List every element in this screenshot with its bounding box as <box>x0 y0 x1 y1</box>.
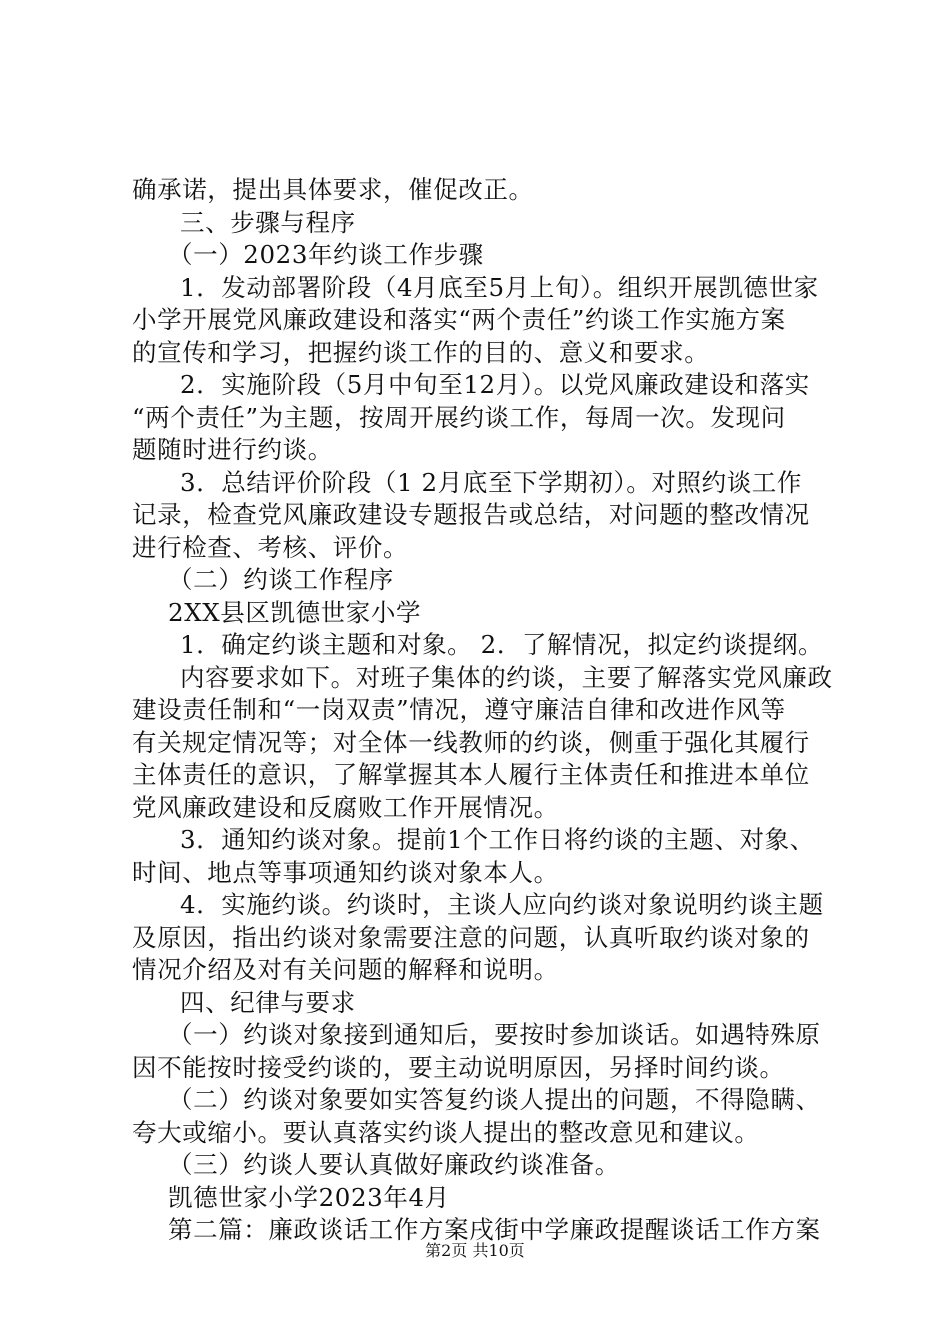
text-line: 4．实施约谈。约谈时，主谈人应向约谈对象说明约谈主题 <box>180 890 824 919</box>
text-line: （三）约谈人要认真做好廉政约谈准备。 <box>168 1150 620 1179</box>
text-line: （一）约谈对象接到通知后，要按时参加谈话。如遇特殊原 <box>168 1020 821 1049</box>
next-chapter-title: 第二篇：廉政谈话工作方案戌街中学廉政提醒谈话工作方案 <box>168 1215 821 1244</box>
subsection-heading: （一）2023年约谈工作步骤 <box>168 240 484 269</box>
subsection-heading: （二）约谈工作程序 <box>168 565 394 594</box>
text-line: 3．总结评价阶段（1 2月底至下学期初）。对照约谈工作 <box>180 467 802 497</box>
text-line: 主体责任的意识，了解掌握其本人履行主体责任和推进本单位 <box>132 760 810 789</box>
text-line: 进行检查、考核、评价。 <box>132 532 409 562</box>
text-line: 党风廉政建设和反腐败工作开展情况。 <box>132 792 559 822</box>
text-line: 2XX县区凯德世家小学 <box>168 597 422 627</box>
text-line: 情况介绍及对有关问题的解释和说明。 <box>132 955 559 984</box>
text-line: 的宣传和学习，把握约谈工作的目的、意义和要求。 <box>132 337 710 367</box>
text-line: 1．确定约谈主题和对象。 2．了解情况，拟定约谈提纲。 <box>180 630 824 659</box>
text-line: 及原因，指出约谈对象需要注意的问题，认真听取约谈对象的 <box>132 922 810 952</box>
text-line: 确承诺，提出具体要求，催促改正。 <box>132 175 534 204</box>
text-line: 小学开展党风廉政建设和落实“两个责任”约谈工作实施方案 <box>132 305 786 334</box>
page-number-footer: 第2页 共10页 <box>425 1241 525 1260</box>
section-heading: 四、纪律与要求 <box>180 987 356 1017</box>
text-line: 内容要求如下。对班子集体的约谈，主要了解落实党风廉政 <box>180 662 833 692</box>
text-line: 记录，检查党风廉政建设专题报告或总结，对问题的整改情况 <box>132 500 810 529</box>
text-line: 夸大或缩小。要认真落实约谈人提出的整改意见和建议。 <box>132 1117 760 1147</box>
section-heading: 三、步骤与程序 <box>180 207 356 237</box>
text-line: 3．通知约谈对象。提前1个工作日将约谈的主题、对象、 <box>180 825 815 854</box>
signature-date-line: 凯德世家小学2023年4月 <box>168 1182 450 1212</box>
text-line: 题随时进行约谈。 <box>132 435 333 464</box>
text-line: 因不能按时接受约谈的，要主动说明原因，另择时间约谈。 <box>132 1052 785 1082</box>
text-line: 时间、地点等事项通知约谈对象本人。 <box>132 857 559 887</box>
text-line: 建设责任制和“一岗双责”情况，遵守廉洁自律和改进作风等 <box>132 695 786 724</box>
text-line: （二）约谈对象要如实答复约谈人提出的问题，不得隐瞒、 <box>168 1085 821 1114</box>
text-line: “两个责任”为主题，按周开展约谈工作，每周一次。发现问 <box>132 402 786 432</box>
text-line: 1．发动部署阶段（4月底至5月上旬）。组织开展凯德世家 <box>180 272 819 302</box>
text-line: 2．实施阶段（5月中旬至12月）。以党风廉政建设和落实 <box>180 370 810 399</box>
text-line: 有关规定情况等；对全体一线教师的约谈，侧重于强化其履行 <box>132 727 810 757</box>
